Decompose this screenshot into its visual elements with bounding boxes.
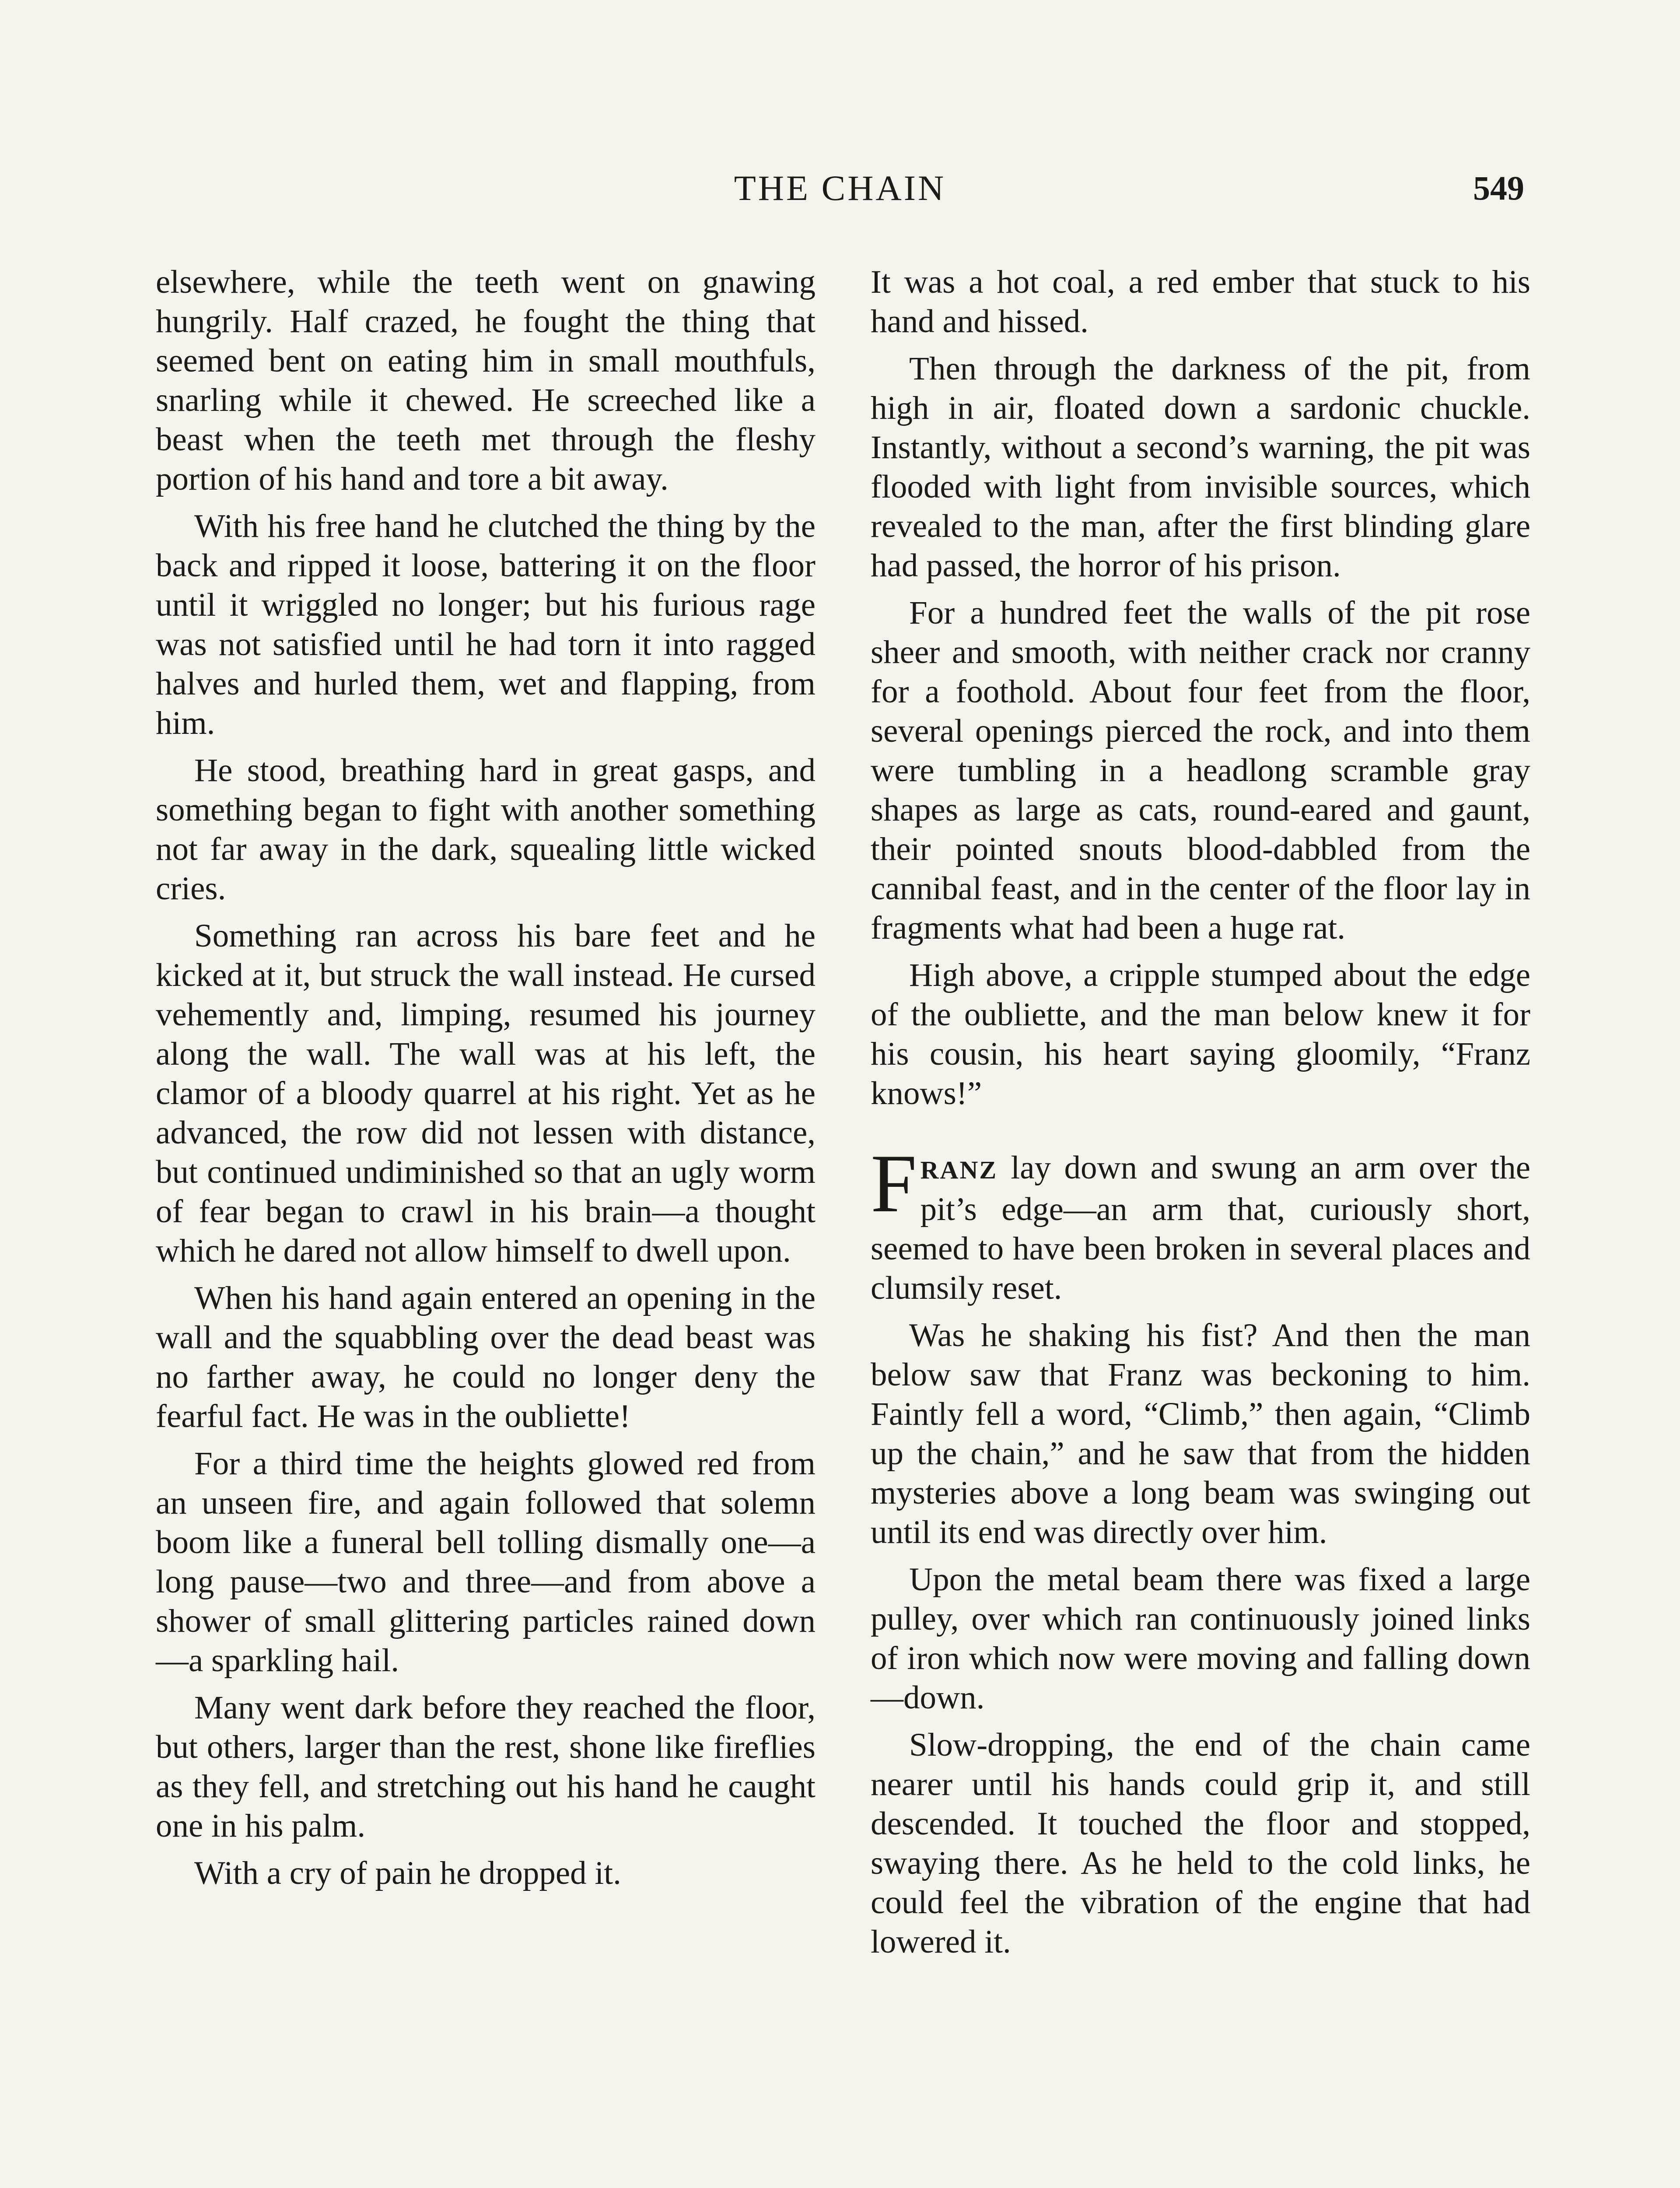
paragraph: For a hundred feet the walls of the pit rose sheer and smooth, with neither crack nor cranny for a foothold. About four feet from the floor, several openings pierced the rock, and into them were tumbling in a headlong scramble gray shapes as large as cats, round-eared and gaunt, their pointed snouts blood-dabbled from the cannibal feast, and in the center of the floor lay in fragments what had been a huge rat.	[871, 595, 1530, 946]
paragraph: Was he shaking his fist? And then the man below saw that Franz was beckoning to him. Faintly fell a word, “Climb,” then again, “Climb up the chain,” and he saw that from the hidden mysteries above a long beam was swinging out until its end was directly over him.	[871, 1317, 1530, 1550]
running-header	[156, 162, 1524, 214]
paragraph: With a cry of pain he dropped it.	[194, 1855, 621, 1891]
section-break	[871, 1121, 1530, 1148]
running-title: THE CHAIN	[734, 168, 946, 208]
paragraph: With his free hand he clutched the thing by the back and ripped it loose, battering it on the floor until it wriggled no longer; but his furious rage was not satisfied until he had torn it into ragged halves and hurled them, wet and flapping, from him.	[156, 508, 816, 741]
paragraph: Something ran across his bare feet and he kicked at it, but struck the wall instead. He cursed vehemently and, limping, resumed his journey along the wall. The wall was at his left, the clamor of a bloody quarrel at his right. Yet as he advanced, the row did not lessen with distance, but continued undiminished so that an ugly worm of fear began to crawl in his brain—a thought which he dared not allow himself to dwell upon.	[156, 918, 816, 1269]
paragraph: elsewhere, while the teeth went on gnawing hungrily. Half crazed, he fought the thing that seemed bent on eating him in small mouthfuls, snarling while it chewed. He screeched like a beast when the teeth met through the fleshy portion of his hand and tore a bit away.	[156, 264, 816, 497]
left-column	[156, 263, 816, 1901]
drop-cap: F	[871, 1138, 917, 1230]
dropcap-paragraph	[871, 1138, 1530, 1308]
paragraph: Then through the darkness of the pit, from high in air, floated down a sardonic chuckle. Instantly, without a second’s warning, the pit was flooded with light from invisible sources, which revealed to the man, after the first blinding glare had passed, the horror of his prison.	[871, 351, 1530, 584]
paragraph: Upon the metal beam there was fixed a large pulley, over which ran continuously joined links of iron which now were moving and falling down—down.	[871, 1561, 1530, 1716]
page-number: 549	[1473, 169, 1524, 207]
paragraph: He stood, breathing hard in great gasps, and something began to fight with another something not far away in the dark, squealing little wicked cries.	[156, 752, 816, 907]
paragraph: High above, a cripple stumped about the edge of the oubliette, and the man below knew it for his cousin, his heart saying gloomily, “Franz knows!”	[871, 957, 1530, 1112]
dropcap-paragraph-text: lay down and swung an arm over the pit’s edge—an arm that, curiously short, seemed to have been broken in several places and clumsily reset.	[871, 1150, 1530, 1306]
paragraph: When his hand again entered an opening in the wall and the squabbling over the dead beast was no farther away, he could no longer deny the fearful fact. He was in the oubliette!	[156, 1280, 816, 1434]
right-column	[871, 263, 1530, 1970]
paragraph: For a third time the heights glowed red from an unseen fire, and again followed that solemn boom like a funeral bell tolling dismally one—a long pause—two and three—and from above a shower of small glittering particles rained down—a sparkling hail.	[156, 1445, 816, 1679]
paragraph: It was a hot coal, a red ember that stuck to his hand and hissed.	[871, 264, 1530, 340]
paragraph: Slow-dropping, the end of the chain came nearer until his hands could grip it, and still descended. It touched the floor and stopped, swaying there. As he held to the cold links, he could feel the vibration of the engine that had lowered it.	[871, 1727, 1530, 1960]
paragraph: Many went dark before they reached the floor, but others, larger than the rest, shone like fireflies as they fell, and stretching out his hand he caught one in his palm.	[156, 1690, 816, 1844]
small-caps-word: RANZ	[920, 1156, 998, 1184]
